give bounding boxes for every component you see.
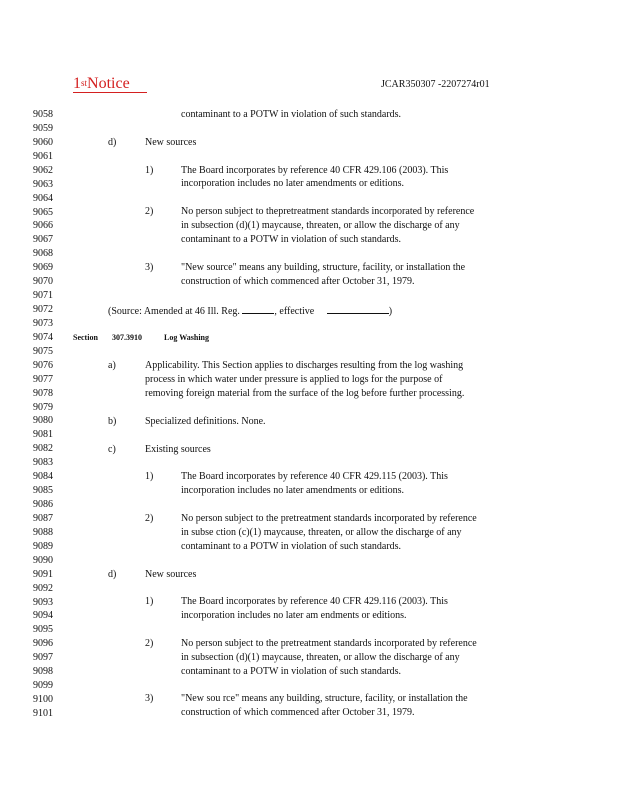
text-line: contaminant to a POTW in violation of such standards. <box>181 109 402 120</box>
subsection-label: c) <box>108 444 116 455</box>
item-label: 1) <box>145 471 154 482</box>
line-number: 9073 <box>33 317 53 329</box>
line-number: 9095 <box>33 624 53 636</box>
line-number: 9066 <box>33 220 53 232</box>
text-line: Specialized definitions. None. <box>145 416 266 427</box>
line-number: 9099 <box>33 680 53 692</box>
subsection-label: a) <box>108 360 116 371</box>
text-line: removing foreign material from the surface of the log before further processing. <box>145 388 465 399</box>
item-label: 2) <box>145 513 154 524</box>
text-line: incorporation includes no later amendments or editions. <box>181 178 404 189</box>
text-line: process in which water under pressure is applied to logs for the purpose of <box>145 374 443 385</box>
text-line: Applicability. This Section applies to discharges resulting from the log washing <box>145 360 464 371</box>
subsection-label: d) <box>108 137 117 148</box>
line-number: 9060 <box>33 136 53 148</box>
line-number: 9098 <box>33 666 53 678</box>
section-word: Section <box>73 333 98 342</box>
source-close: ) <box>388 306 393 317</box>
text-line: No person subject to the pretreatment standards incorporated by reference <box>181 638 477 649</box>
line-number: 9082 <box>33 443 53 455</box>
text-line: contaminant to a POTW in violation of such standards. <box>181 541 402 552</box>
blank-date <box>327 304 389 314</box>
text-line: The Board incorporates by reference 40 CFR 429.115 (2003). This <box>181 471 448 482</box>
line-number: 9091 <box>33 568 53 580</box>
text-line: construction of which commenced after October 31, 1979. <box>181 707 415 718</box>
line-number: 9094 <box>33 610 53 622</box>
line-number: 9100 <box>33 694 53 706</box>
item-label: 3) <box>145 262 154 273</box>
line-number: 9064 <box>33 192 53 204</box>
line-number: 9080 <box>33 415 53 427</box>
line-number: 9078 <box>33 387 53 399</box>
line-number: 9067 <box>33 234 53 246</box>
item-label: 1) <box>145 165 154 176</box>
line-number: 9062 <box>33 164 53 176</box>
line-number: 9079 <box>33 401 53 413</box>
text-line: No person subject to the pretreatment standards incorporated by reference <box>181 513 477 524</box>
text-line: contaminant to a POTW in violation of such standards. <box>181 666 402 677</box>
source-text: (Source: Amended at 46 Ill. Reg. <box>108 306 240 317</box>
item-label: 3) <box>145 693 154 704</box>
text-line: in subsection (d)(1) maycause, threaten, or allow the discharge of any <box>181 220 460 231</box>
blank-volume <box>242 304 274 314</box>
line-number: 9072 <box>33 304 53 316</box>
item-label: 2) <box>145 206 154 217</box>
subsection-label: b) <box>108 416 117 427</box>
line-number: 9063 <box>33 178 53 190</box>
line-number: 9065 <box>33 206 53 218</box>
line-number: 9093 <box>33 596 53 608</box>
subsection-label: d) <box>108 569 117 580</box>
subsection-title: Existing sources <box>145 444 211 455</box>
line-number: 9089 <box>33 540 53 552</box>
text-line: "New sou rce" means any building, structure, facility, or installation the <box>181 693 468 704</box>
text-line: No person subject to thepretreatment standards incorporated by reference <box>181 206 475 217</box>
line-number: 9061 <box>33 150 53 162</box>
line-number: 9086 <box>33 499 53 511</box>
line-number: 9092 <box>33 582 53 594</box>
line-number: 9087 <box>33 512 53 524</box>
line-number: 9068 <box>33 248 53 260</box>
source-note <box>108 304 392 318</box>
line-number: 9071 <box>33 290 53 302</box>
document-id: JCAR350307 -2207274r01 <box>381 79 490 90</box>
text-line: in subse ction (c)(1) maycause, threaten, or allow the discharge of any <box>181 527 462 538</box>
line-number: 9096 <box>33 638 53 650</box>
text-line: The Board incorporates by reference 40 CFR 429.116 (2003). This <box>181 596 448 607</box>
line-number: 9101 <box>33 707 53 719</box>
line-number: 9084 <box>33 471 53 483</box>
section-number: 307.3910 <box>112 333 142 342</box>
line-number: 9077 <box>33 373 53 385</box>
line-number: 9070 <box>33 276 53 288</box>
text-line: incorporation includes no later am endments or editions. <box>181 610 407 621</box>
text-line: The Board incorporates by reference 40 CFR 429.106 (2003). This <box>181 165 449 176</box>
notice-word: Notice <box>87 75 130 92</box>
text-line: incorporation includes no later amendments or editions. <box>181 485 404 496</box>
line-number: 9075 <box>33 345 53 357</box>
line-number: 9090 <box>33 554 53 566</box>
line-number: 9058 <box>33 109 53 120</box>
line-number: 9059 <box>33 122 53 134</box>
line-number: 9097 <box>33 652 53 664</box>
notice-ordinal: st <box>81 78 88 88</box>
text-line: "New source" means any building, structure, facility, or installation the <box>181 262 466 273</box>
line-number: 9081 <box>33 429 53 441</box>
item-label: 2) <box>145 638 154 649</box>
section-title: Log Washing <box>164 333 209 342</box>
item-label: 1) <box>145 596 154 607</box>
text-line: contaminant to a POTW in violation of such standards. <box>181 234 402 245</box>
source-effective: , effective <box>274 306 315 317</box>
notice-heading <box>73 75 130 93</box>
line-number: 9088 <box>33 526 53 538</box>
notice-number: 1 <box>73 75 81 92</box>
subsection-title: New sources <box>145 569 197 580</box>
line-number: 9085 <box>33 485 53 497</box>
line-number: 9083 <box>33 457 53 469</box>
line-number: 9069 <box>33 262 53 274</box>
notice-underline <box>73 92 147 93</box>
line-number: 9076 <box>33 359 53 371</box>
subsection-title: New sources <box>145 137 197 148</box>
line-number: 9074 <box>33 331 53 343</box>
text-line: construction of which commenced after October 31, 1979. <box>181 276 415 287</box>
text-line: in subsection (d)(1) maycause, threaten, or allow the discharge of any <box>181 652 460 663</box>
